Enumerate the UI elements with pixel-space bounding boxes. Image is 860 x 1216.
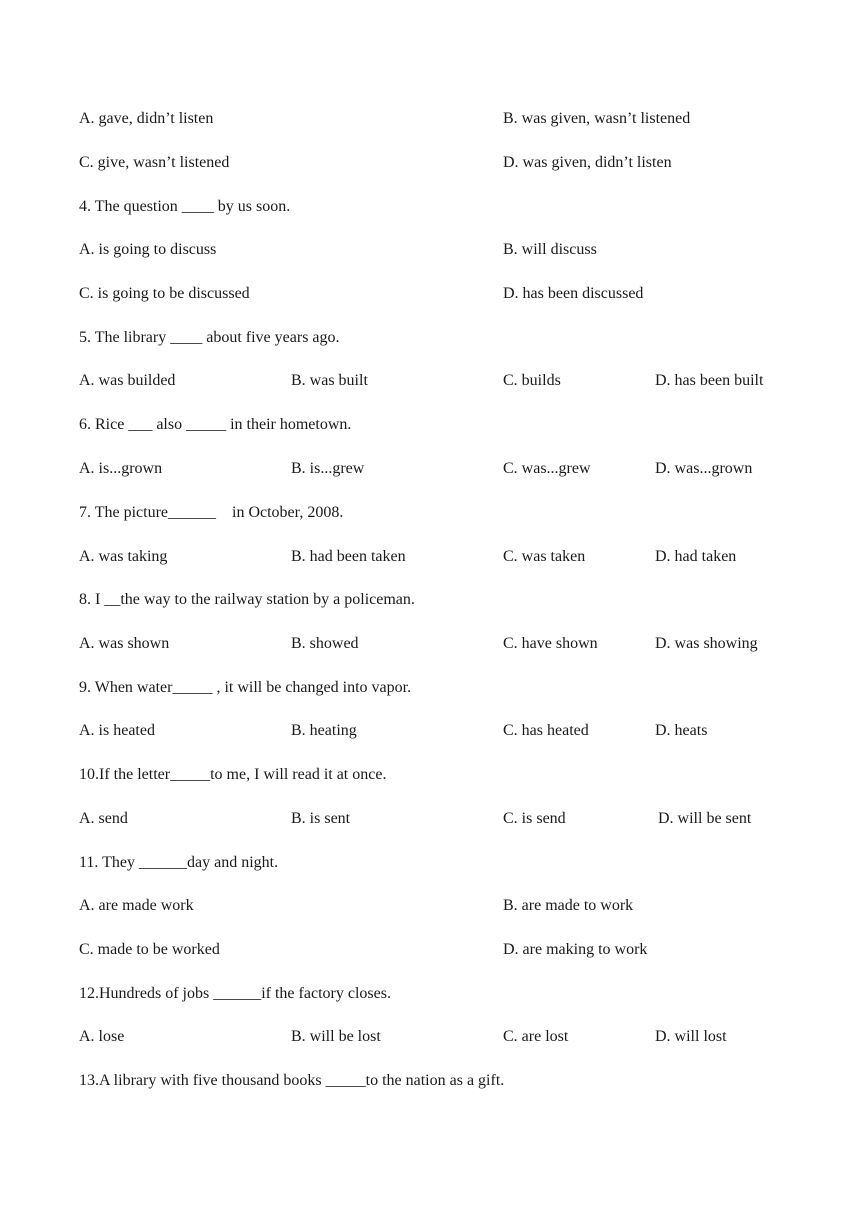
option-11c: C. made to be worked bbox=[79, 941, 220, 958]
option-4b: B. will discuss bbox=[503, 241, 597, 258]
question-4-text: 4. The question ____ by us soon. bbox=[79, 198, 291, 215]
question-6 bbox=[0, 414, 860, 436]
option-7b: B. had been taken bbox=[291, 548, 406, 565]
option-9b: B. heating bbox=[291, 722, 357, 739]
option-6b: B. is...grew bbox=[291, 460, 365, 477]
question-11 bbox=[0, 852, 860, 874]
option-12a: A. lose bbox=[79, 1028, 125, 1045]
option-10c: C. is send bbox=[503, 810, 566, 827]
question-11-text: 11. They ______day and night. bbox=[79, 854, 279, 871]
option-7a: A. was taking bbox=[79, 548, 168, 565]
option-3a: A. gave, didn’t listen bbox=[79, 110, 214, 127]
question-12 bbox=[0, 983, 860, 1005]
options-row-q5 bbox=[0, 370, 860, 392]
option-8c: C. have shown bbox=[503, 635, 598, 652]
options-row-q11-ab bbox=[0, 895, 860, 917]
option-10d: D. will be sent bbox=[658, 810, 752, 827]
options-row-q12 bbox=[0, 1026, 860, 1048]
option-8a: A. was shown bbox=[79, 635, 170, 652]
option-4c: C. is going to be discussed bbox=[79, 285, 250, 302]
question-12-text: 12.Hundreds of jobs ______if the factory closes. bbox=[79, 985, 391, 1002]
options-row-q9 bbox=[0, 720, 860, 742]
option-7c: C. was taken bbox=[503, 548, 586, 565]
option-9a: A. is heated bbox=[79, 722, 155, 739]
question-13 bbox=[0, 1070, 860, 1092]
question-7 bbox=[0, 502, 860, 524]
question-10-text: 10.If the letter_____to me, I will read it at once. bbox=[79, 766, 387, 783]
option-11a: A. are made work bbox=[79, 897, 194, 914]
question-10 bbox=[0, 764, 860, 786]
option-9c: C. has heated bbox=[503, 722, 589, 739]
options-row-q11-cd bbox=[0, 939, 860, 961]
question-8-text: 8. I __the way to the railway station by a policeman. bbox=[79, 591, 415, 608]
option-6a: A. is...grown bbox=[79, 460, 163, 477]
options-row-q6 bbox=[0, 458, 860, 480]
options-row-q3-cd bbox=[0, 152, 860, 174]
options-row-q4-ab bbox=[0, 239, 860, 261]
option-11d: D. are making to work bbox=[503, 941, 648, 958]
question-13-text: 13.A library with five thousand books _____to the nation as a gift. bbox=[79, 1072, 505, 1089]
options-row-q8 bbox=[0, 633, 860, 655]
option-10b: B. is sent bbox=[291, 810, 351, 827]
question-5 bbox=[0, 327, 860, 349]
options-row-q3-ab bbox=[0, 108, 860, 130]
option-5c: C. builds bbox=[503, 372, 561, 389]
question-9-text: 9. When water_____ , it will be changed into vapor. bbox=[79, 679, 412, 696]
question-8 bbox=[0, 589, 860, 611]
question-6-text: 6. Rice ___ also _____ in their hometown. bbox=[79, 416, 352, 433]
option-12b: B. will be lost bbox=[291, 1028, 381, 1045]
options-row-q7 bbox=[0, 546, 860, 568]
option-7d: D. had taken bbox=[655, 548, 737, 565]
option-8d: D. was showing bbox=[655, 635, 758, 652]
option-6d: D. was...grown bbox=[655, 460, 753, 477]
question-7-text: 7. The picture______ in October, 2008. bbox=[79, 504, 344, 521]
option-5b: B. was built bbox=[291, 372, 368, 389]
option-3b: B. was given, wasn’t listened bbox=[503, 110, 691, 127]
option-10a: A. send bbox=[79, 810, 128, 827]
question-5-text: 5. The library ____ about five years ago. bbox=[79, 329, 340, 346]
option-9d: D. heats bbox=[655, 722, 708, 739]
option-3c: C. give, wasn’t listened bbox=[79, 154, 230, 171]
option-4d: D. has been discussed bbox=[503, 285, 644, 302]
option-5d: D. has been built bbox=[655, 372, 764, 389]
option-12c: C. are lost bbox=[503, 1028, 569, 1045]
option-5a: A. was builded bbox=[79, 372, 176, 389]
option-11b: B. are made to work bbox=[503, 897, 634, 914]
question-9 bbox=[0, 677, 860, 699]
option-8b: B. showed bbox=[291, 635, 359, 652]
option-4a: A. is going to discuss bbox=[79, 241, 217, 258]
question-4 bbox=[0, 196, 860, 218]
option-3d: D. was given, didn’t listen bbox=[503, 154, 672, 171]
options-row-q10 bbox=[0, 808, 860, 830]
option-6c: C. was...grew bbox=[503, 460, 591, 477]
options-row-q4-cd bbox=[0, 283, 860, 305]
option-12d: D. will lost bbox=[655, 1028, 727, 1045]
